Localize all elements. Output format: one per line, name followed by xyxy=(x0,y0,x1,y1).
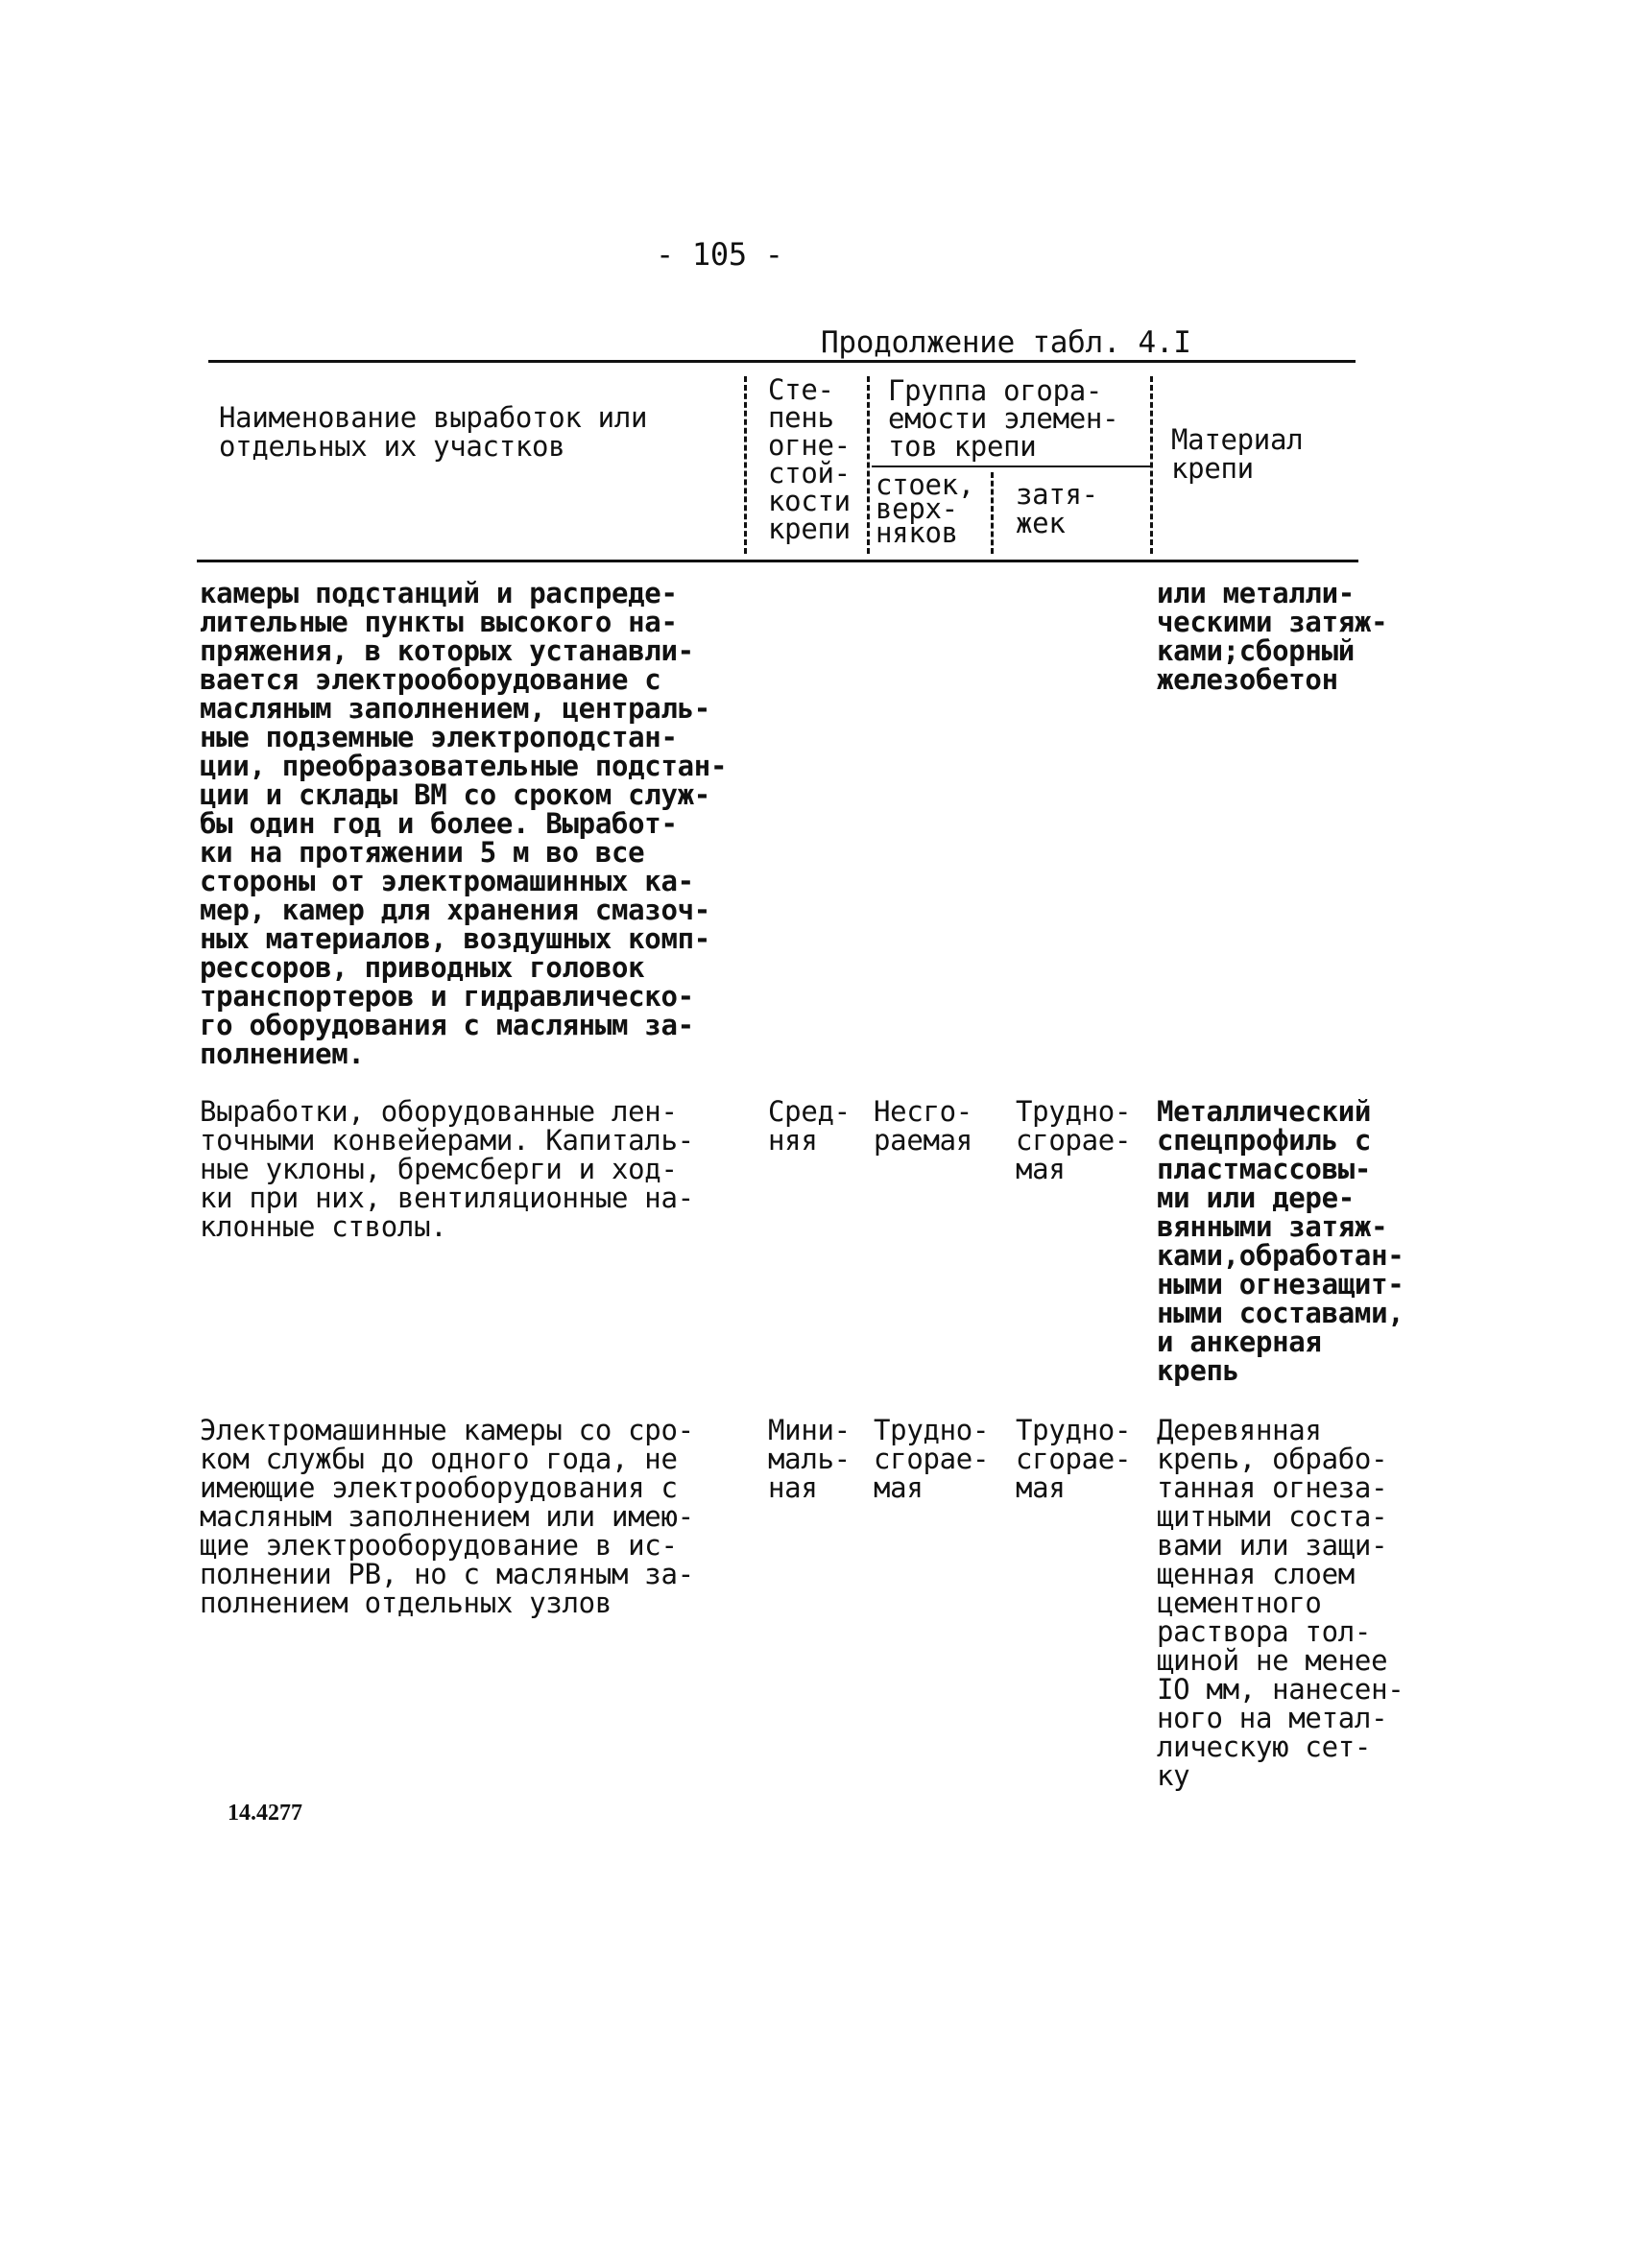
row2-name: Выработки, оборудованные лен- точными конвейерами. Капиталь- ные уклоны, бремсберги и ход- ки при них, вентиляционные на- клонные стволы. xyxy=(200,1095,694,1243)
row3-lagging: Трудно- сгорае- мая xyxy=(1016,1414,1132,1504)
row3-degree: Мини- маль- ная xyxy=(768,1414,851,1504)
row2-lagging: Трудно- сгорае- мая xyxy=(1016,1095,1132,1185)
header-group: Группа огора- емости элемен- тов крепи xyxy=(888,374,1119,463)
header-group-posts: стоек, верх- няков xyxy=(876,468,974,549)
table-caption: Продолжение табл. 4.I xyxy=(821,325,1191,360)
header-divider-3 xyxy=(991,472,994,554)
row1-material: или металли- ческими затяж- ками;сборный железобетон xyxy=(1157,577,1388,696)
row2-posts: Несго- раемая xyxy=(874,1095,972,1157)
header-divider-2 xyxy=(867,376,870,554)
group-sub-rule xyxy=(872,466,1152,467)
header-group-lagging: затя- жек xyxy=(1016,478,1098,539)
row3-name: Электромашинные камеры со сро- ком службы до одного года, не имеющие электрооборудования с масляным заполнением или имею- щие электрооборудование в ис- полнении РВ, но с масляным за- полнением отдельных узлов xyxy=(200,1414,694,1619)
row2-material: Металлический спецпрофиль с пластмассовы- ми или дере- вянными затяж- ками,обработан- ными огнезащит- ными составами, и анкерная крепь xyxy=(1157,1095,1404,1387)
row1-name: камеры подстанций и распреде- лительные пункты высокого на- пряжения, в которых устанавли- вается электрооборудование с масляным заполнением, централь- ные подземные электроподстан- ции, преобразовательные подстан- ции и склады ВМ со сроком служ- бы один год и более. Выработ- ки на протяжении 5 м во все стороны от электромашинных ка- мер, камер для хранения смазоч- ных материалов, воздушных комп- рессоров, приводных головок транспортеров и гидравлическо- го оборудования с масляным за- полнением. xyxy=(200,577,728,1070)
header-name: Наименование выработок или отдельных их участков xyxy=(219,401,648,463)
page-number: - 105 - xyxy=(656,236,783,273)
header-bottom-rule xyxy=(197,560,1358,562)
row2-degree: Сред- няя xyxy=(768,1095,851,1157)
header-divider-4 xyxy=(1150,376,1153,554)
header-top-rule xyxy=(208,360,1356,363)
footer-code: 14.4277 xyxy=(228,1801,302,1826)
header-material: Материал крепи xyxy=(1171,423,1304,485)
row3-posts: Трудно- сгорае- мая xyxy=(874,1414,990,1504)
header-degree: Сте- пень огне- стой- кости крепи xyxy=(768,373,851,545)
row3-material: Деревянная крепь, обрабо- танная огнеза- щитными соста- вами или защи- щенная слоем цементного раствора тол- щиной не менее IО мм, нанесен- ного на метал- лическую сет- ку xyxy=(1157,1414,1404,1792)
header-divider-1 xyxy=(744,376,747,554)
